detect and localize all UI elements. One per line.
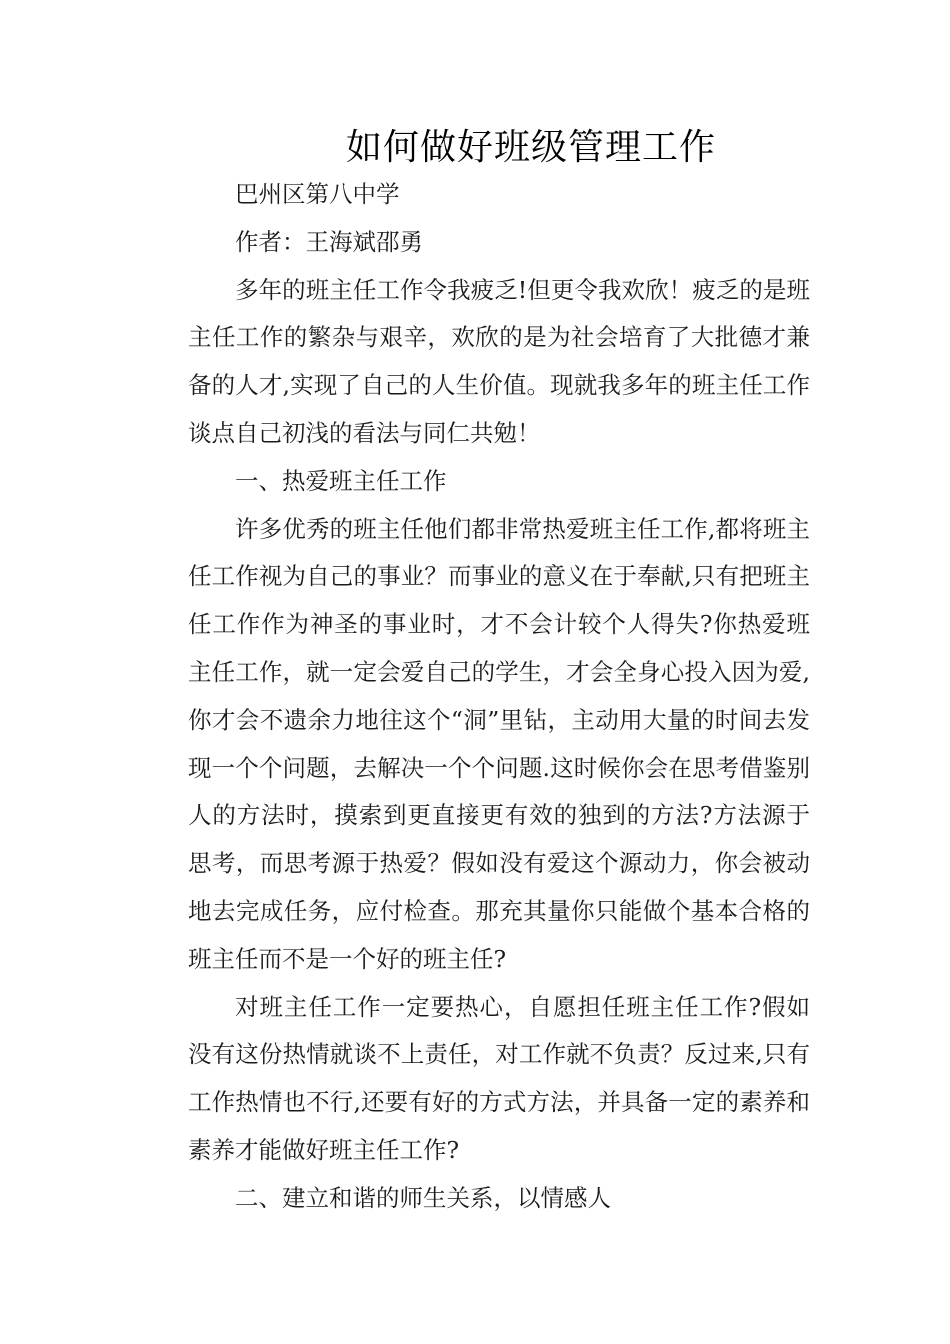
body-paragraph: 对班主任工作一定要热心，自愿担任班主任工作?假如没有这份热情就谈不上责任，对工作就不负责？反过来,只有工作热情也不行,还要有好的方式方法，并具备一定的素养和素养才能做好班主任工作? xyxy=(188,992,810,1164)
author-line: 作者：王海斌邵勇 xyxy=(235,227,423,256)
intro-paragraph: 多年的班主任工作令我疲乏!但更令我欢欣！疲乏的是班主任工作的繁杂与艰辛，欢欣的是为社会培育了大批德才兼备的人才,实现了自己的人生价值。现就我多年的班主任工作谈点自己初浅的看法与同仁共勉！ xyxy=(188,275,810,447)
section-heading-1: 一、热爱班主任工作 xyxy=(235,466,447,495)
document-title: 如何做好班级管理工作 xyxy=(345,127,716,168)
document-body xyxy=(188,171,810,1223)
body-paragraph: 许多优秀的班主任他们都非常热爱班主任工作,都将班主任工作视为自己的事业？而事业的意义在于奉献,只有把班主任工作作为神圣的事业时，才不会计较个人得失?你热爱班主任工作，就一定会爱自己的学生，才会全身心投入因为爱,你才会不遗余力地往这个“洞”里钻，主动用大量的时间去发现一个个问题，去解决一个个问题.这时候你会在思考借鉴别人的方法时，摸索到更直接更有效的独到的方法?方法源于思考，而思考源于热爱？假如没有爱这个源动力，你会被动地去完成任务，应付检查。那充其量你只能做个基本合格的班主任而不是一个好的班主任? xyxy=(188,514,810,973)
school-name: 巴州区第八中学 xyxy=(235,180,400,208)
section-heading-2: 二、建立和谐的师生关系，以情感人 xyxy=(235,1183,611,1212)
